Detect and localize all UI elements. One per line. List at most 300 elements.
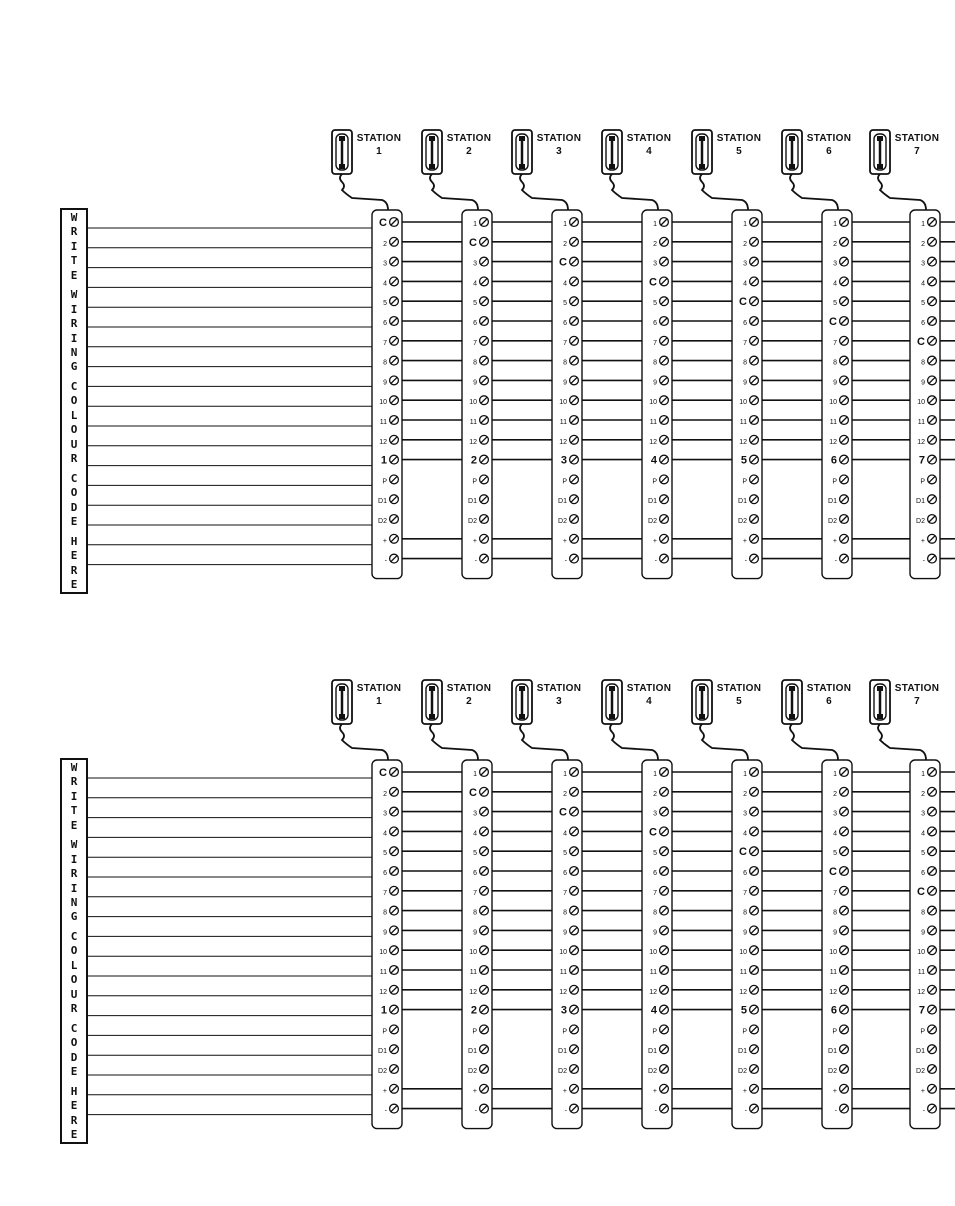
screw-terminal-icon [750, 926, 759, 935]
terminal-label: D1 [648, 1048, 657, 1056]
station-number: 3 [556, 146, 562, 157]
terminal-label: 5 [473, 850, 477, 858]
terminal-strip [462, 760, 492, 1129]
screw-terminal-icon [750, 906, 759, 915]
screw-terminal-icon [840, 1045, 849, 1054]
screw-terminal-icon [750, 1025, 759, 1034]
screw-terminal-icon [390, 1025, 399, 1034]
terminal-strip [552, 760, 582, 1129]
terminal-label: 2 [921, 240, 925, 248]
screw-terminal-icon [928, 237, 937, 246]
terminal-strip [732, 210, 762, 579]
screw-terminal-icon [750, 1065, 759, 1074]
terminal-label: 12 [917, 988, 925, 996]
terminal-label: P [832, 478, 837, 486]
terminal-label: 12 [739, 988, 747, 996]
terminal-label: 3 [921, 260, 925, 268]
terminal-label: 8 [921, 359, 925, 367]
terminal-label: 10 [829, 399, 837, 407]
screw-terminal-icon [928, 946, 937, 955]
screw-terminal-icon [390, 554, 399, 563]
screw-terminal-icon [928, 768, 937, 777]
terminal-label: 7 [833, 339, 837, 347]
terminal-label: 10 [917, 399, 925, 407]
station-number: 1 [376, 696, 382, 707]
station-word: STATION [446, 683, 492, 694]
terminal-label: P [920, 1028, 925, 1036]
screw-terminal-icon [750, 317, 759, 326]
screw-terminal-icon [840, 495, 849, 504]
terminal-label: + [472, 1087, 477, 1095]
terminal-label: 8 [833, 359, 837, 367]
screw-terminal-icon [660, 317, 669, 326]
terminal-strip [822, 210, 852, 579]
screw-terminal-icon [750, 787, 759, 796]
station-3 [512, 680, 582, 1129]
screw-terminal-icon [928, 554, 937, 563]
terminal-label: 2 [563, 240, 567, 248]
screw-terminal-icon [570, 985, 579, 994]
terminal-label: - [384, 557, 387, 565]
terminal-label: 6 [921, 870, 925, 877]
side-letter: O [70, 423, 78, 437]
side-letter: E [70, 1127, 78, 1141]
screw-terminal-icon [480, 455, 489, 464]
screw-terminal-icon [390, 906, 399, 915]
screw-terminal-icon [570, 356, 579, 365]
screw-terminal-icon [480, 1084, 489, 1093]
terminal-label: 3 [743, 260, 747, 268]
screw-terminal-icon [840, 886, 849, 895]
terminal-strip [372, 760, 402, 1129]
side-letter: C [70, 930, 78, 944]
terminal-label: 4 [743, 830, 747, 838]
terminal-label: - [744, 557, 747, 565]
screw-terminal-icon [840, 277, 849, 286]
terminal-label: - [474, 557, 477, 565]
screw-terminal-icon [480, 847, 489, 856]
screw-terminal-icon [660, 847, 669, 856]
station-label [352, 132, 406, 158]
screw-terminal-icon [480, 317, 489, 326]
station-5 [692, 680, 762, 1129]
screw-terminal-icon [570, 515, 579, 524]
station-label [532, 132, 586, 158]
screw-terminal-icon [840, 297, 849, 306]
station-5 [692, 130, 762, 579]
terminal-label: 4 [921, 830, 925, 838]
side-letter: R [70, 317, 78, 331]
terminal-label: D2 [738, 1068, 747, 1075]
station-number: 4 [646, 696, 652, 707]
screw-terminal-icon [750, 336, 759, 345]
terminal-label: 9 [833, 929, 837, 937]
screw-terminal-icon [840, 847, 849, 856]
station-label [352, 682, 406, 708]
terminal-label-bold: 6 [830, 1004, 837, 1017]
terminal-label: P [472, 478, 477, 486]
station-number: 5 [736, 696, 742, 707]
screw-terminal-icon [570, 906, 579, 915]
terminal-label: 7 [563, 339, 567, 347]
terminal-label: 11 [559, 969, 567, 976]
screw-terminal-icon [570, 317, 579, 326]
station-word: STATION [716, 133, 762, 144]
screw-terminal-icon [570, 554, 579, 563]
screw-terminal-icon [928, 534, 937, 543]
terminal-label: - [834, 557, 837, 565]
station-number: 7 [914, 146, 920, 157]
screw-terminal-icon [570, 534, 579, 543]
terminal-label: 7 [473, 889, 477, 897]
terminal-label: 6 [743, 320, 747, 327]
terminal-label: 9 [921, 929, 925, 937]
terminal-label: 7 [383, 889, 387, 897]
station-7 [870, 680, 940, 1129]
terminal-label: - [384, 1107, 387, 1115]
terminal-label: P [382, 1028, 387, 1036]
terminal-label: 7 [833, 889, 837, 897]
screw-terminal-icon [570, 237, 579, 246]
station-word: STATION [626, 683, 672, 694]
screw-terminal-icon [660, 277, 669, 286]
screw-terminal-icon [390, 886, 399, 895]
terminal-label: 7 [743, 339, 747, 347]
screw-terminal-icon [480, 985, 489, 994]
side-letter: C [70, 380, 78, 394]
terminal-label: D2 [558, 1068, 567, 1075]
terminal-label: 6 [921, 320, 925, 327]
screw-terminal-icon [840, 317, 849, 326]
screw-terminal-icon [840, 827, 849, 836]
screw-terminal-icon [390, 807, 399, 816]
station-label [622, 132, 676, 158]
terminal-label-bold: 3 [560, 454, 567, 467]
terminal-label: D2 [916, 518, 925, 525]
screw-terminal-icon [390, 416, 399, 425]
terminal-label: 5 [563, 850, 567, 858]
station-number: 4 [646, 146, 652, 157]
terminal-label: 6 [473, 870, 477, 877]
terminal-label: 8 [653, 359, 657, 367]
terminal-label: P [652, 478, 657, 486]
side-letter: I [70, 239, 78, 253]
terminal-label: 8 [473, 909, 477, 917]
screw-terminal-icon [750, 966, 759, 975]
terminal-label: - [564, 1107, 567, 1115]
screw-terminal-icon [480, 807, 489, 816]
side-letter: G [70, 910, 78, 924]
station-label [890, 132, 944, 158]
terminal-strip [732, 760, 762, 1129]
terminal-label: + [920, 537, 925, 545]
terminal-label: 6 [383, 870, 387, 877]
wiring-diagram-top [0, 120, 955, 610]
terminal-label: 5 [383, 850, 387, 858]
terminal-label: 12 [649, 988, 657, 996]
station-number: 6 [826, 696, 832, 707]
terminal-label-bold: 6 [830, 454, 837, 467]
screw-terminal-icon [480, 416, 489, 425]
terminal-label-bold: 5 [740, 454, 747, 467]
terminal-label: 9 [473, 379, 477, 387]
terminal-label: - [564, 557, 567, 565]
screw-terminal-icon [928, 495, 937, 504]
screw-terminal-icon [390, 1065, 399, 1074]
screw-terminal-icon [660, 237, 669, 246]
screw-terminal-icon [390, 867, 399, 876]
terminal-label-bold: C [739, 296, 747, 309]
screw-terminal-icon [750, 416, 759, 425]
side-letter: E [70, 1099, 78, 1113]
screw-terminal-icon [750, 1045, 759, 1054]
screw-terminal-icon [840, 807, 849, 816]
terminal-label-bold: C [829, 316, 837, 328]
station-word: STATION [806, 133, 852, 144]
station-word: STATION [536, 133, 582, 144]
screw-terminal-icon [840, 768, 849, 777]
screw-terminal-icon [570, 416, 579, 425]
terminal-label: 3 [473, 810, 477, 818]
screw-terminal-icon [928, 475, 937, 484]
side-letter: R [70, 563, 78, 577]
terminal-label: 1 [921, 771, 925, 778]
terminal-label: - [654, 557, 657, 565]
terminal-label: 7 [743, 889, 747, 897]
terminal-label: - [474, 1107, 477, 1115]
station-7 [870, 130, 940, 579]
screw-terminal-icon [480, 336, 489, 345]
terminal-label: 11 [379, 969, 387, 976]
terminal-label: D2 [916, 1068, 925, 1075]
screw-terminal-icon [840, 257, 849, 266]
terminal-label: - [922, 1107, 925, 1115]
screw-terminal-icon [928, 985, 937, 994]
terminal-label: 1 [921, 221, 925, 228]
screw-terminal-icon [840, 867, 849, 876]
screw-terminal-icon [928, 1104, 937, 1113]
side-letter: R [70, 452, 78, 466]
screw-terminal-icon [390, 946, 399, 955]
screw-terminal-icon [928, 515, 937, 524]
screw-terminal-icon [570, 336, 579, 345]
screw-terminal-icon [840, 1104, 849, 1113]
terminal-label: 8 [383, 909, 387, 917]
terminal-label: 1 [653, 771, 657, 778]
terminal-label: 9 [653, 929, 657, 937]
screw-terminal-icon [660, 376, 669, 385]
side-letter: R [70, 867, 78, 881]
screw-terminal-icon [750, 515, 759, 524]
side-letter: D [70, 500, 78, 514]
screw-terminal-icon [390, 257, 399, 266]
terminal-label: 6 [653, 870, 657, 877]
screw-terminal-icon [750, 827, 759, 836]
side-letter: C [70, 471, 78, 485]
terminal-label-bold: 3 [560, 1004, 567, 1017]
terminal-label: 10 [469, 399, 477, 407]
terminal-strip [642, 760, 672, 1129]
screw-terminal-icon [480, 1065, 489, 1074]
screw-terminal-icon [750, 867, 759, 876]
screw-terminal-icon [480, 926, 489, 935]
screw-terminal-icon [390, 356, 399, 365]
screw-terminal-icon [570, 435, 579, 444]
screw-terminal-icon [660, 534, 669, 543]
screw-terminal-icon [750, 1084, 759, 1093]
terminal-label: 6 [653, 320, 657, 327]
screw-terminal-icon [660, 1025, 669, 1034]
terminal-label-bold: C [649, 276, 657, 289]
station-number: 2 [466, 146, 472, 157]
side-letter: R [70, 1113, 78, 1127]
screw-terminal-icon [928, 966, 937, 975]
screw-terminal-icon [480, 534, 489, 543]
screw-terminal-icon [570, 1045, 579, 1054]
screw-terminal-icon [660, 946, 669, 955]
screw-terminal-icon [480, 1005, 489, 1014]
screw-terminal-icon [840, 237, 849, 246]
station-label [622, 682, 676, 708]
terminal-label: 4 [473, 280, 477, 288]
terminal-label: 10 [829, 949, 837, 957]
terminal-label: 8 [833, 909, 837, 917]
screw-terminal-icon [660, 985, 669, 994]
screw-terminal-icon [928, 277, 937, 286]
terminal-label: 6 [743, 870, 747, 877]
screw-terminal-icon [928, 257, 937, 266]
station-label [802, 682, 856, 708]
screw-terminal-icon [928, 886, 937, 895]
station-label [802, 132, 856, 158]
screw-terminal-icon [750, 554, 759, 563]
side-letter: W [70, 761, 78, 774]
terminal-label: D2 [828, 518, 837, 525]
terminal-label: 3 [653, 810, 657, 818]
terminal-label: D1 [916, 1048, 925, 1056]
screw-terminal-icon [928, 847, 937, 856]
side-letter: H [70, 534, 78, 548]
terminal-label-bold: 2 [470, 454, 477, 467]
terminal-label: 7 [563, 889, 567, 897]
screw-terminal-icon [840, 475, 849, 484]
terminal-label: 2 [563, 790, 567, 798]
screw-terminal-icon [750, 218, 759, 227]
terminal-label: + [562, 537, 567, 545]
side-letter: E [70, 818, 78, 832]
screw-terminal-icon [928, 1045, 937, 1054]
screw-terminal-icon [660, 1005, 669, 1014]
terminal-label-bold: 1 [380, 1004, 387, 1017]
screw-terminal-icon [928, 1025, 937, 1034]
terminal-label: 12 [379, 988, 387, 996]
screw-terminal-icon [928, 396, 937, 405]
side-letter: I [70, 789, 78, 803]
screw-terminal-icon [840, 218, 849, 227]
screw-terminal-icon [750, 1104, 759, 1113]
terminal-label: 12 [469, 438, 477, 446]
screw-terminal-icon [660, 297, 669, 306]
station-label [442, 132, 496, 158]
side-letter: N [70, 345, 78, 359]
screw-terminal-icon [480, 554, 489, 563]
terminal-label: 9 [743, 929, 747, 937]
screw-terminal-icon [390, 985, 399, 994]
screw-terminal-icon [480, 906, 489, 915]
terminal-label: 8 [921, 909, 925, 917]
terminal-label: D1 [378, 498, 387, 506]
terminal-label: 8 [563, 359, 567, 367]
terminal-label: 1 [743, 221, 747, 228]
terminal-label: 12 [739, 438, 747, 446]
terminal-label: - [922, 557, 925, 565]
terminal-label: 3 [743, 810, 747, 818]
screw-terminal-icon [570, 966, 579, 975]
screw-terminal-icon [480, 257, 489, 266]
screw-terminal-icon [390, 495, 399, 504]
terminal-label: 11 [469, 419, 477, 426]
terminal-label: D2 [468, 1068, 477, 1075]
screw-terminal-icon [840, 515, 849, 524]
screw-terminal-icon [480, 218, 489, 227]
station-number: 2 [466, 696, 472, 707]
station-2 [422, 680, 492, 1129]
station-1 [332, 130, 402, 579]
side-letter: O [70, 944, 78, 958]
terminal-label: 6 [383, 320, 387, 327]
terminal-label: 9 [921, 379, 925, 387]
screw-terminal-icon [390, 768, 399, 777]
screw-terminal-icon [840, 455, 849, 464]
terminal-label: D1 [378, 1048, 387, 1056]
terminal-label-bold: C [917, 885, 925, 898]
screw-terminal-icon [660, 926, 669, 935]
screw-terminal-icon [390, 926, 399, 935]
screw-terminal-icon [660, 257, 669, 266]
screw-terminal-icon [390, 847, 399, 856]
screw-terminal-icon [570, 376, 579, 385]
screw-terminal-icon [480, 946, 489, 955]
terminal-label: P [742, 478, 747, 486]
screw-terminal-icon [390, 435, 399, 444]
terminal-label-bold: C [559, 806, 567, 819]
terminal-label: 10 [559, 949, 567, 957]
screw-terminal-icon [660, 867, 669, 876]
terminal-label: 12 [469, 988, 477, 996]
screw-terminal-icon [570, 827, 579, 836]
screw-terminal-icon [660, 336, 669, 345]
terminal-label-bold: C [739, 846, 747, 859]
screw-terminal-icon [480, 1104, 489, 1113]
terminal-label-bold: C [917, 335, 925, 348]
terminal-label: 12 [559, 438, 567, 446]
terminal-label: 12 [829, 988, 837, 996]
screw-terminal-icon [750, 376, 759, 385]
screw-terminal-icon [570, 847, 579, 856]
screw-terminal-icon [390, 376, 399, 385]
wiring-svg [0, 670, 955, 1160]
terminal-label: 5 [653, 850, 657, 858]
screw-terminal-icon [750, 768, 759, 777]
terminal-label: 2 [653, 790, 657, 798]
screw-terminal-icon [928, 317, 937, 326]
terminal-label-bold: 2 [470, 1004, 477, 1017]
side-letter: O [70, 394, 78, 408]
terminal-label: 10 [649, 949, 657, 957]
terminal-label: 8 [743, 909, 747, 917]
terminal-label: 10 [379, 949, 387, 957]
screw-terminal-icon [390, 317, 399, 326]
